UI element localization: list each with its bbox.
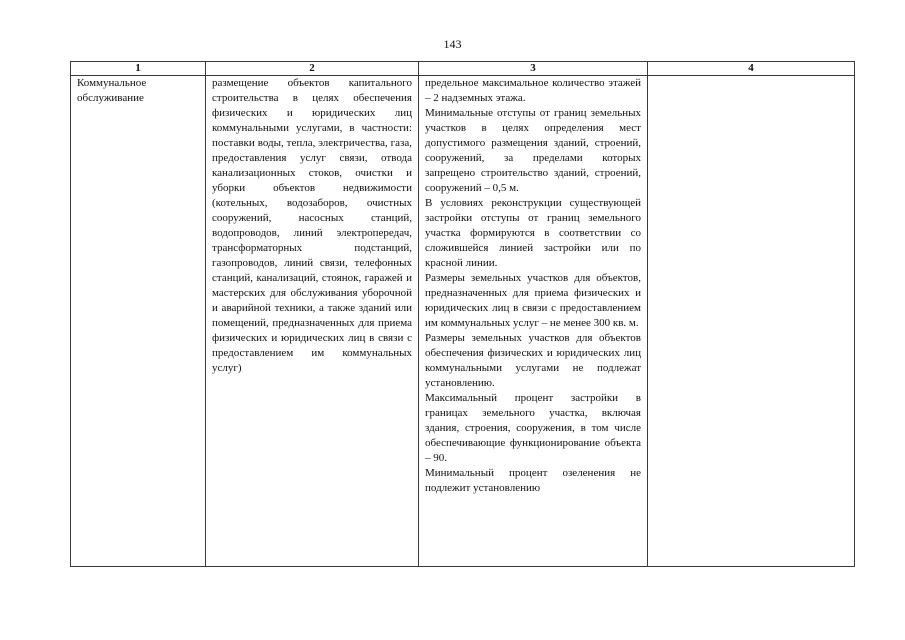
- page-number: 143: [443, 37, 462, 51]
- empty-cell: [648, 76, 855, 567]
- land-use-type-cell: Коммунальное обслуживание: [71, 76, 206, 567]
- parameter-paragraph: Максимальный процент застройки в границах земельного участка, включая здания, строения, сооружения, в том числе обеспечивающие функционирование объекта – 90.: [425, 392, 641, 464]
- description-cell: размещение объектов капитального строительства в целях обеспечения физических и юридических лиц коммунальными услугами, в частности: поставки воды, тепла, электричества, газа, предоставления услуг связи, отвода канализационных стоков, очистки и уборки объектов недвижимости (котельных, водозаборов, очистных сооружений, насосных станций, водопроводов, линий электропередач, трансформаторных подстанций, газопроводов, линий связи, телефонных станций, канализаций, стоянок, гаражей и мастерских для обслуживания уборочной и аварийной техники, а также зданий или помещений, предназначенных для приема физических и юридических лиц в связи с предоставлением им коммунальных услуг): [206, 76, 419, 567]
- parameter-paragraph: В условиях реконструкции существующей застройки отступы от границ земельного участка формируются в соответствии со сложившейся линией застройки или по красной линии.: [425, 197, 641, 269]
- table-row: [71, 76, 855, 567]
- header-row: [71, 62, 855, 76]
- parameter-paragraph: Минимальные отступы от границ земельных участков в целях определения мест допустимого размещения зданий, строений, сооружений, за пределами которых запрещено строительство зданий, строений, сооружений – 0,5 м.: [425, 107, 641, 194]
- column-header-2: 2: [206, 62, 419, 76]
- parameter-paragraph: Размеры земельных участков для объектов, предназначенных для приема физических и юридических лиц в связи с предоставлением им коммунальных услуг – не менее 300 кв. м.: [425, 272, 641, 329]
- column-header-4: 4: [648, 62, 855, 76]
- parameter-paragraph: Размеры земельных участков для объектов обеспечения физических и юридических лиц коммунальными услугами не подлежат установлению.: [425, 332, 641, 389]
- parameter-paragraph: предельное максимальное количество этажей – 2 надземных этажа.: [425, 77, 641, 104]
- parameter-paragraph: Минимальный процент озеленения не подлежит установлению: [425, 467, 641, 494]
- regulations-table: [70, 61, 855, 567]
- column-header-1: 1: [71, 62, 206, 76]
- parameters-cell: [419, 76, 648, 567]
- column-header-3: 3: [419, 62, 648, 76]
